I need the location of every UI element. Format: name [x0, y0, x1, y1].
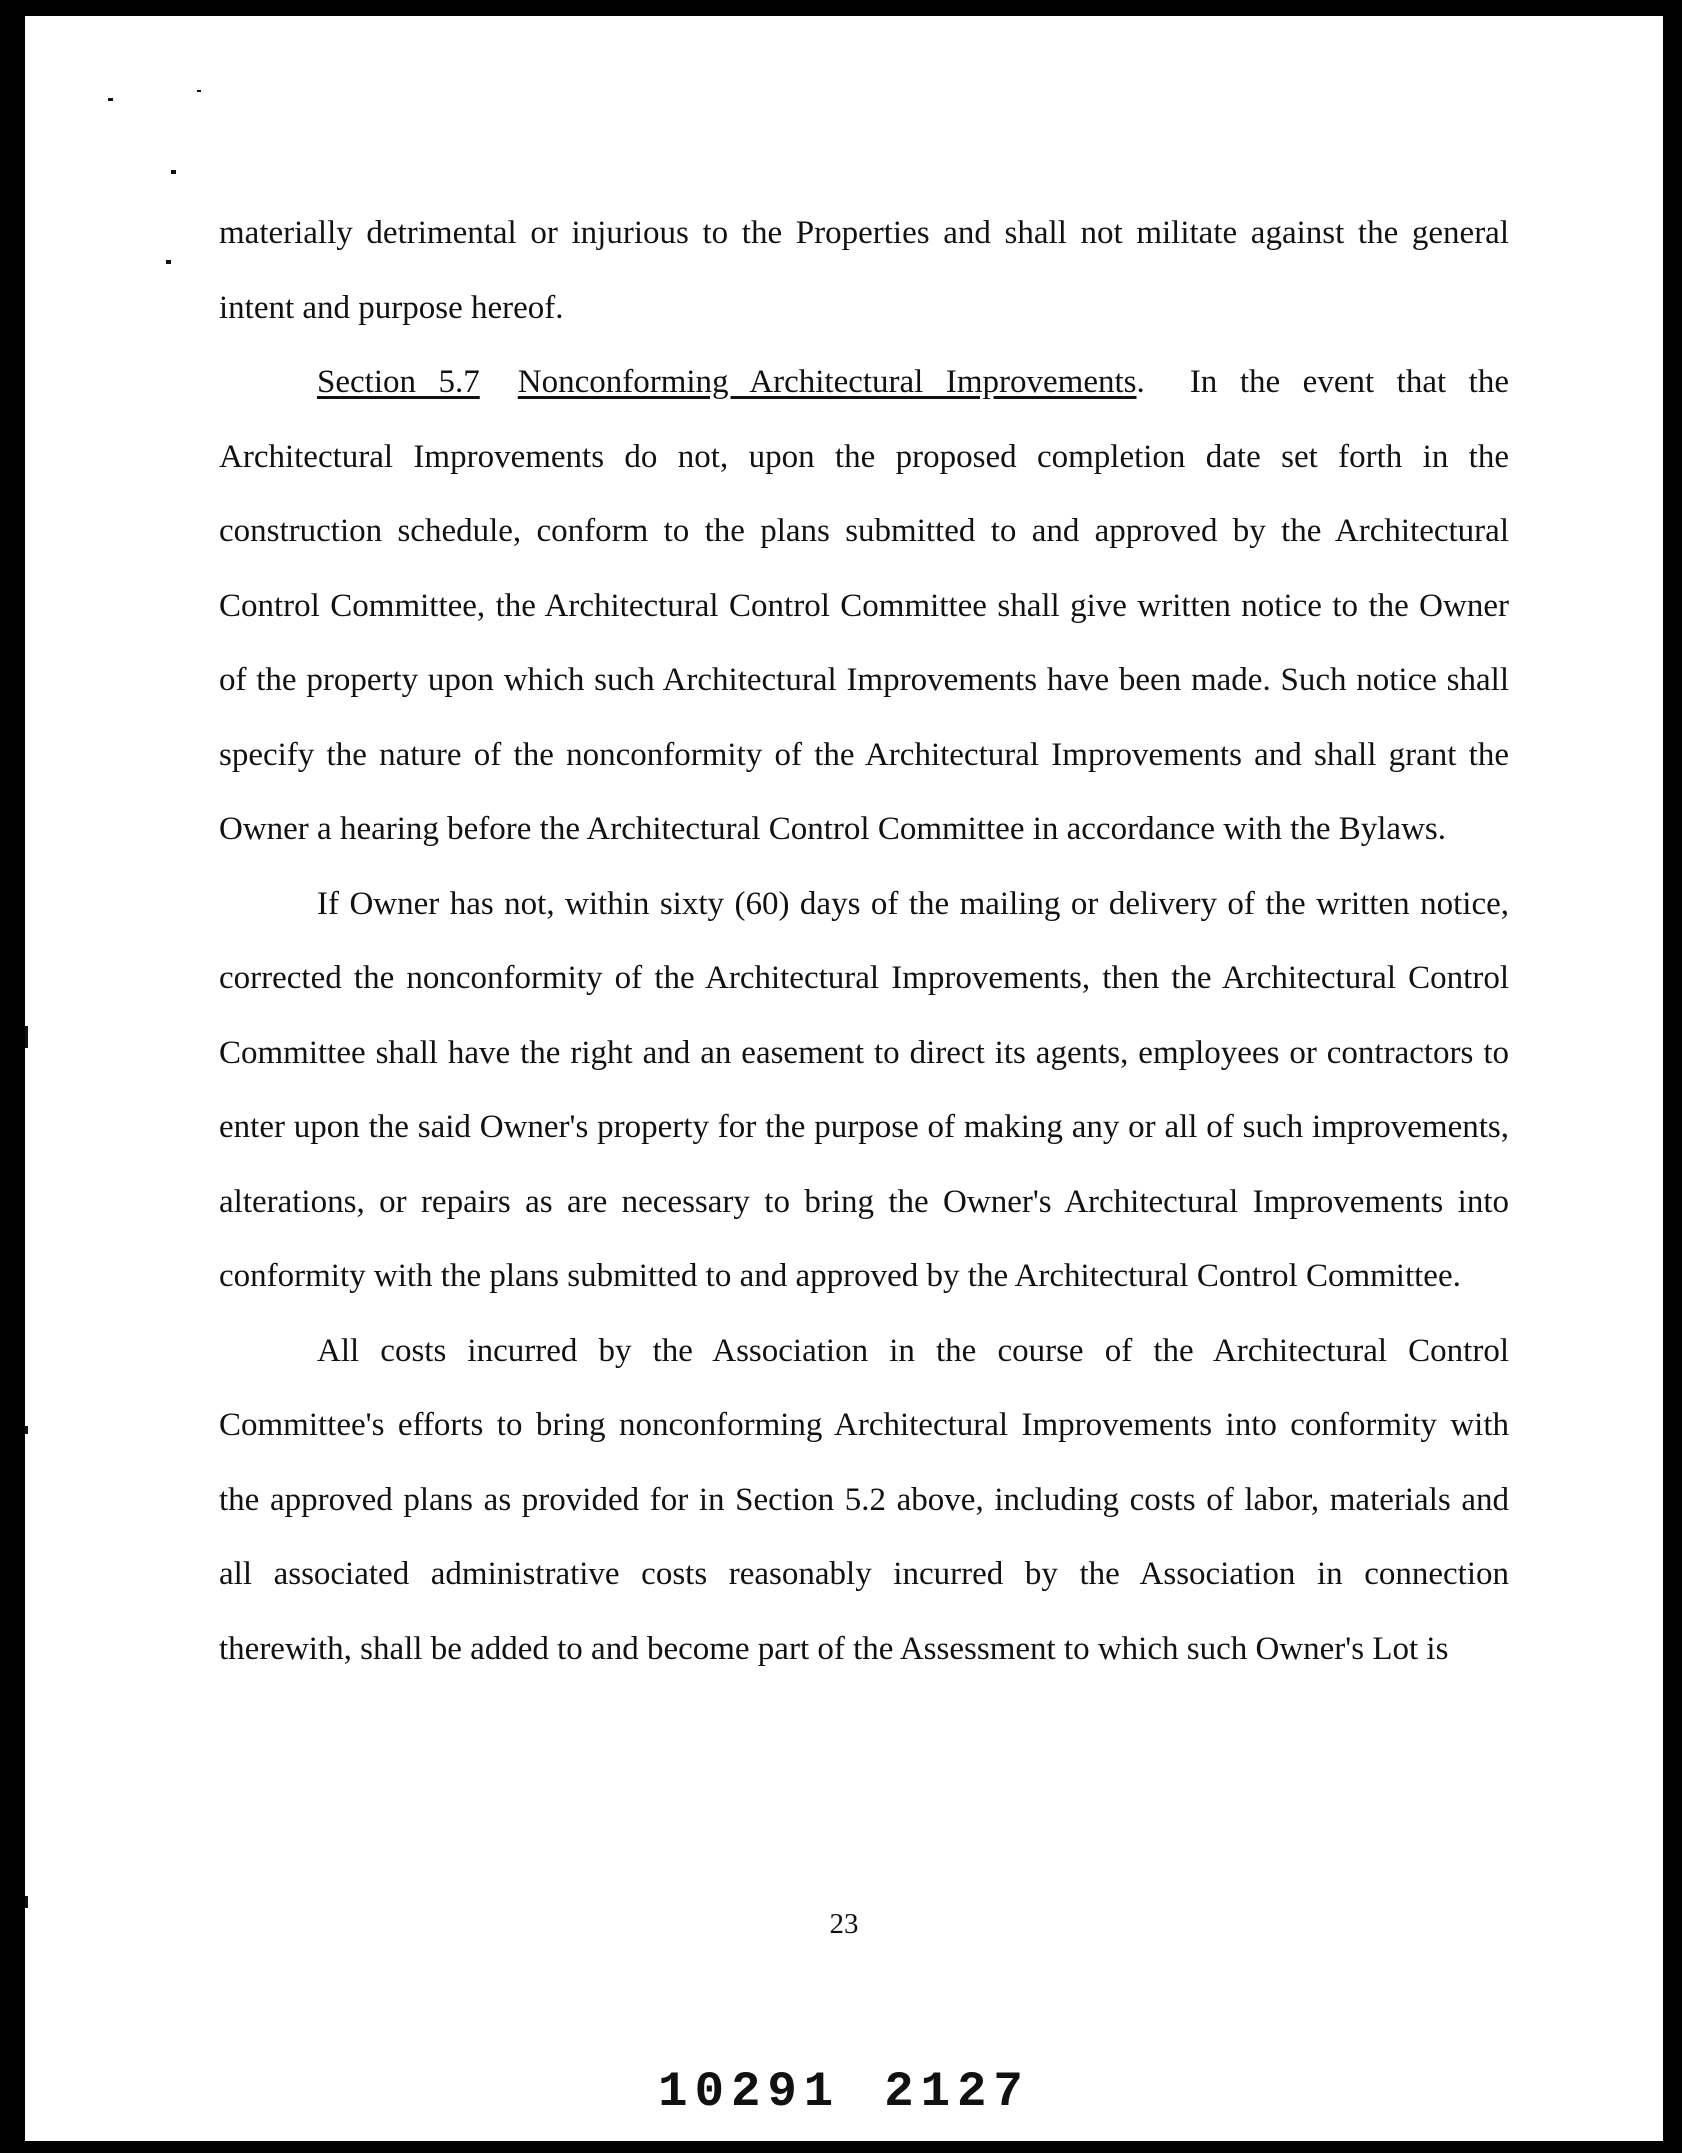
paragraph-owner-correction: If Owner has not, within sixty (60) days of the mailing or delivery of the written notice, corrected the nonconformity of the Architectural Improvements, then the Architectural Control Committee shall have the right and an easement to direct its agents, employees or contractors to enter upon the said Owner's property for the purpose of making any or all of such improvements, alterations, or repairs as are necessary to bring the Owner's Architectural Improvements into conformity with the plans submitted to and approved by the Architectural Control Committee.	[219, 885, 1509, 1294]
stamp-part1: 10291	[658, 2064, 841, 2120]
section-title: Nonconforming Architectural Improvements	[517, 364, 1137, 400]
section-number: Section 5.7	[317, 364, 480, 400]
paragraph-section-5-7: Section 5.7 Nonconforming Architectural Improvements. In the event that the Architectural Improvements do not, upon the proposed completion date set forth in the construction schedule, conform to the plans submitted to and approved by the Architectural Control Committee, the Architectural Control Committee shall give written notice to the Owner of the property upon which such Architectural Improvements have been made. Such notice shall specify the nature of the nonconformity of the Architectural Improvements and shall grant the Owner a hearing before the Architectural Control Committee in accordance with the Bylaws.	[219, 364, 1509, 847]
document-page	[25, 16, 1663, 2141]
paragraph-continued: materially detrimental or injurious to the Properties and shall not militate against the general intent and purpose hereof.	[219, 215, 1509, 326]
stamp-part2: 2127	[884, 2064, 1030, 2120]
document-stamp	[25, 2064, 1663, 2120]
scan-speck	[197, 90, 201, 92]
scan-speck	[171, 170, 176, 174]
scan-speck	[25, 1426, 28, 1434]
scan-speck	[25, 1896, 28, 1908]
paragraph-costs: All costs incurred by the Association in the course of the Architectural Control Committee's efforts to bring nonconforming Architectural Improvements into conformity with the approved plans as provided for in Section 5.2 above, including costs of labor, materials and all associated administrative costs reasonably incurred by the Association in connection therewith, shall be added to and become part of the Assessment to which such Owner's Lot is	[219, 1332, 1509, 1667]
body-text	[219, 196, 1509, 1686]
section-text: In the event that the Architectural Improvements do not, upon the proposed completion date set forth in the construction schedule, conform to the plans submitted to and approved by the Architectural Control Committee, the Architectural Control Committee shall give written notice to the Owner of the property upon which such Architectural Improvements have been made. Such notice shall specify the nature of the nonconformity of the Architectural Improvements and shall grant the Owner a hearing before the Architectural Control Committee in accordance with the Bylaws.	[219, 364, 1509, 847]
scan-speck	[25, 1026, 28, 1048]
scan-speck	[108, 98, 113, 101]
page-number: 23	[829, 1908, 859, 1940]
scan-speck	[166, 260, 171, 264]
